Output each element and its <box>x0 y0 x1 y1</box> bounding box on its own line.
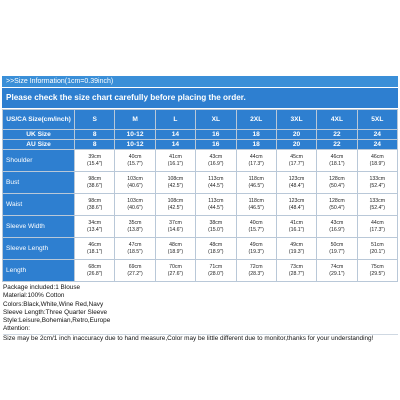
au-size-cell: 16 <box>196 140 236 150</box>
size-cell: L <box>155 110 195 130</box>
cm-value: 113cm <box>208 197 224 204</box>
measurement-cell <box>155 172 195 194</box>
inch-value: (28.7") <box>288 270 305 277</box>
uk-size-cell: 10-12 <box>115 130 155 140</box>
inch-value: (42.5") <box>167 182 184 189</box>
cm-value: 103cm <box>127 197 143 204</box>
measurement-cell <box>276 194 316 216</box>
cm-value: 41cm <box>169 153 182 160</box>
measurement-cell <box>317 172 357 194</box>
inch-value: (15.4") <box>86 160 103 167</box>
inch-value: (28.3") <box>248 270 264 277</box>
measurement-cell <box>357 150 397 172</box>
size-cell: M <box>115 110 155 130</box>
inch-value: (50.4") <box>329 204 345 211</box>
au-size-cell: 10-12 <box>115 140 155 150</box>
cm-value: 43cm <box>209 153 223 160</box>
measurement-cell <box>75 260 115 282</box>
inch-value: (13.4") <box>86 226 103 233</box>
inch-value: (28.0") <box>208 270 224 277</box>
measurement-cell <box>357 260 397 282</box>
inch-value: (17.3") <box>248 160 264 167</box>
measurement-row <box>3 172 398 194</box>
measurement-cell <box>276 150 316 172</box>
measurement-cell <box>317 260 357 282</box>
measurement-cell <box>75 216 115 238</box>
measurement-cell <box>196 238 236 260</box>
cm-value: 45cm <box>290 153 303 160</box>
cm-value: 39cm <box>88 153 102 160</box>
cm-value: 34cm <box>88 219 102 226</box>
size-cell: XL <box>196 110 236 130</box>
cm-value: 108cm <box>167 197 184 204</box>
cm-value: 118cm <box>248 175 264 182</box>
measurement-cell <box>115 216 155 238</box>
colors-info: Colors:Black,White,Wine Red,Navy <box>3 300 104 308</box>
uk-size-row <box>3 130 398 140</box>
inch-value: (38.6") <box>86 182 103 189</box>
uk-size-cell: 14 <box>155 130 195 140</box>
cm-value: 44cm <box>370 219 384 226</box>
product-info <box>2 284 398 343</box>
au-size-cell: 20 <box>276 140 316 150</box>
cm-value: 123cm <box>288 175 305 182</box>
inch-value: (29.5") <box>369 270 386 277</box>
inch-value: (16.9") <box>208 160 224 167</box>
cm-value: 98cm <box>88 197 102 204</box>
cm-value: 128cm <box>329 197 345 204</box>
sleeve-info: Sleeve Length:Three Quarter Sleeve <box>3 308 108 316</box>
uk-size-cell: 22 <box>317 130 357 140</box>
size-cell: 5XL <box>357 110 397 130</box>
cm-value: 41cm <box>290 219 303 226</box>
inch-value: (17.3") <box>369 226 386 233</box>
measurement-cell <box>115 238 155 260</box>
cm-value: 69cm <box>128 263 142 270</box>
inch-value: (18.1") <box>86 248 103 255</box>
measurement-cell <box>75 238 115 260</box>
measurement-cell <box>357 172 397 194</box>
attention-label: Attention: <box>3 325 31 333</box>
measurement-cell <box>115 260 155 282</box>
measurement-cell <box>357 238 397 260</box>
measurement-cell <box>317 150 357 172</box>
cm-value: 44cm <box>249 153 263 160</box>
cm-value: 98cm <box>88 175 102 182</box>
inch-value: (29.1") <box>329 270 345 277</box>
material-info: Material:100% Cotton <box>3 292 65 300</box>
cm-value: 49cm <box>290 241 303 248</box>
inch-value: (40.6") <box>127 204 143 211</box>
au-size-label: AU Size <box>3 140 75 150</box>
size-info-title: >>Size Information(1cm=0.39inch) <box>2 76 398 87</box>
inch-value: (44.5") <box>208 204 224 211</box>
cm-value: 50cm <box>330 241 344 248</box>
measurement-row <box>3 238 398 260</box>
measurement-cell <box>196 260 236 282</box>
measurement-row <box>3 260 398 282</box>
inch-value: (15.7") <box>127 160 143 167</box>
measurement-cell <box>155 194 195 216</box>
cm-value: 48cm <box>209 241 223 248</box>
measurement-row <box>3 150 398 172</box>
measurement-cell <box>115 150 155 172</box>
inch-value: (19.3") <box>248 248 264 255</box>
inch-value: (16.1") <box>288 226 305 233</box>
inch-value: (27.6") <box>167 270 184 277</box>
measurement-cell <box>236 194 276 216</box>
cm-value: 128cm <box>329 175 345 182</box>
cm-value: 47cm <box>128 241 142 248</box>
cm-value: 70cm <box>169 263 182 270</box>
cm-value: 73cm <box>290 263 303 270</box>
inch-value: (27.2") <box>127 270 143 277</box>
us-size-label: US/CA Size(cm/inch) <box>3 110 75 130</box>
package-info: Package included:1 Blouse <box>3 284 81 291</box>
cm-value: 133cm <box>369 175 386 182</box>
size-cell: 3XL <box>276 110 316 130</box>
measurement-cell <box>155 260 195 282</box>
measurement-cell <box>115 194 155 216</box>
inch-value: (52.4") <box>369 204 386 211</box>
inch-value: (19.7") <box>329 248 345 255</box>
inch-value: (18.1") <box>329 160 345 167</box>
cm-value: 71cm <box>209 263 223 270</box>
measurement-cell <box>155 216 195 238</box>
cm-value: 46cm <box>370 153 384 160</box>
uk-size-label: UK Size <box>3 130 75 140</box>
uk-size-cell: 24 <box>357 130 397 140</box>
cm-value: 113cm <box>208 175 224 182</box>
inch-value: (46.5") <box>248 204 264 211</box>
measurement-cell <box>357 216 397 238</box>
au-size-cell: 18 <box>236 140 276 150</box>
measurement-cell <box>75 194 115 216</box>
measurement-cell <box>276 260 316 282</box>
measurement-cell <box>236 150 276 172</box>
size-cell: S <box>75 110 115 130</box>
inch-value: (48.4") <box>288 182 305 189</box>
measurement-cell <box>155 150 195 172</box>
measurement-cell <box>317 238 357 260</box>
inch-value: (50.4") <box>329 182 345 189</box>
inch-value: (26.8") <box>86 270 103 277</box>
inch-value: (16.1") <box>167 160 184 167</box>
cm-value: 40cm <box>249 219 263 226</box>
inch-value: (44.5") <box>208 182 224 189</box>
inch-value: (18.5") <box>127 248 143 255</box>
measurement-cell <box>196 150 236 172</box>
inch-value: (16.9") <box>329 226 345 233</box>
uk-size-cell: 16 <box>196 130 236 140</box>
size-cell: 4XL <box>317 110 357 130</box>
cm-value: 43cm <box>330 219 344 226</box>
measurement-cell <box>276 216 316 238</box>
measurement-cell <box>75 150 115 172</box>
uk-size-cell: 20 <box>276 130 316 140</box>
uk-size-cell: 18 <box>236 130 276 140</box>
inch-value: (19.3") <box>288 248 305 255</box>
inch-value: (38.6") <box>86 204 103 211</box>
au-size-cell: 14 <box>155 140 195 150</box>
measurement-cell <box>115 172 155 194</box>
cm-value: 37cm <box>169 219 182 226</box>
cm-value: 74cm <box>330 263 344 270</box>
size-chart <box>2 76 398 343</box>
measurement-row <box>3 216 398 238</box>
inch-value: (15.7") <box>248 226 264 233</box>
measurement-cell <box>196 172 236 194</box>
measurement-row <box>3 194 398 216</box>
cm-value: 118cm <box>248 197 264 204</box>
size-cell: 2XL <box>236 110 276 130</box>
measurement-label: Length <box>3 260 75 282</box>
measurement-cell <box>236 260 276 282</box>
size-table <box>2 109 398 282</box>
cm-value: 49cm <box>249 241 263 248</box>
measurement-label: Sleeve Length <box>3 238 75 260</box>
inch-value: (46.5") <box>248 182 264 189</box>
measurement-cell <box>317 194 357 216</box>
inch-value: (20.1") <box>369 248 386 255</box>
measurement-label: Waist <box>3 194 75 216</box>
cm-value: 48cm <box>169 241 182 248</box>
measurement-cell <box>155 238 195 260</box>
measurement-cell <box>276 172 316 194</box>
inch-value: (15.0") <box>208 226 224 233</box>
cm-value: 46cm <box>330 153 344 160</box>
cm-value: 72cm <box>249 263 263 270</box>
cm-value: 51cm <box>370 241 384 248</box>
au-size-cell: 8 <box>75 140 115 150</box>
cm-value: 108cm <box>167 175 184 182</box>
measurement-cell <box>196 194 236 216</box>
inch-value: (13.8") <box>127 226 143 233</box>
size-notice: Please check the size chart carefully before placing the order. <box>2 88 398 108</box>
inch-value: (18.9") <box>369 160 386 167</box>
measurement-label: Sleeve Width <box>3 216 75 238</box>
measurement-cell <box>196 216 236 238</box>
inch-value: (48.4") <box>288 204 305 211</box>
uk-size-cell: 8 <box>75 130 115 140</box>
cm-value: 38cm <box>209 219 223 226</box>
cm-value: 123cm <box>288 197 305 204</box>
attention-text: Size may be 2cm/1 inch inaccuracy due to hand measure,Color may be little different due to monitor,thanks for your understanding! <box>3 334 398 343</box>
inch-value: (18.9") <box>208 248 224 255</box>
measurement-label: Shoulder <box>3 150 75 172</box>
au-size-cell: 24 <box>357 140 397 150</box>
measurement-cell <box>236 216 276 238</box>
measurement-label: Bust <box>3 172 75 194</box>
au-size-row <box>3 140 398 150</box>
cm-value: 68cm <box>88 263 102 270</box>
measurement-cell <box>236 172 276 194</box>
cm-value: 103cm <box>127 175 143 182</box>
inch-value: (17.7") <box>288 160 305 167</box>
inch-value: (14.6") <box>167 226 184 233</box>
au-size-cell: 22 <box>317 140 357 150</box>
inch-value: (18.9") <box>167 248 184 255</box>
style-info: Style:Leisure,Bohemian,Retro,Europe <box>3 317 111 325</box>
measurement-cell <box>236 238 276 260</box>
cm-value: 133cm <box>369 197 386 204</box>
measurement-cell <box>276 238 316 260</box>
measurement-cell <box>75 172 115 194</box>
inch-value: (40.6") <box>127 182 143 189</box>
cm-value: 75cm <box>370 263 384 270</box>
inch-value: (42.5") <box>167 204 184 211</box>
measurement-cell <box>357 194 397 216</box>
measurement-cell <box>317 216 357 238</box>
cm-value: 40cm <box>128 153 142 160</box>
inch-value: (52.4") <box>369 182 386 189</box>
cm-value: 46cm <box>88 241 102 248</box>
size-header-row <box>3 110 398 130</box>
cm-value: 35cm <box>128 219 142 226</box>
